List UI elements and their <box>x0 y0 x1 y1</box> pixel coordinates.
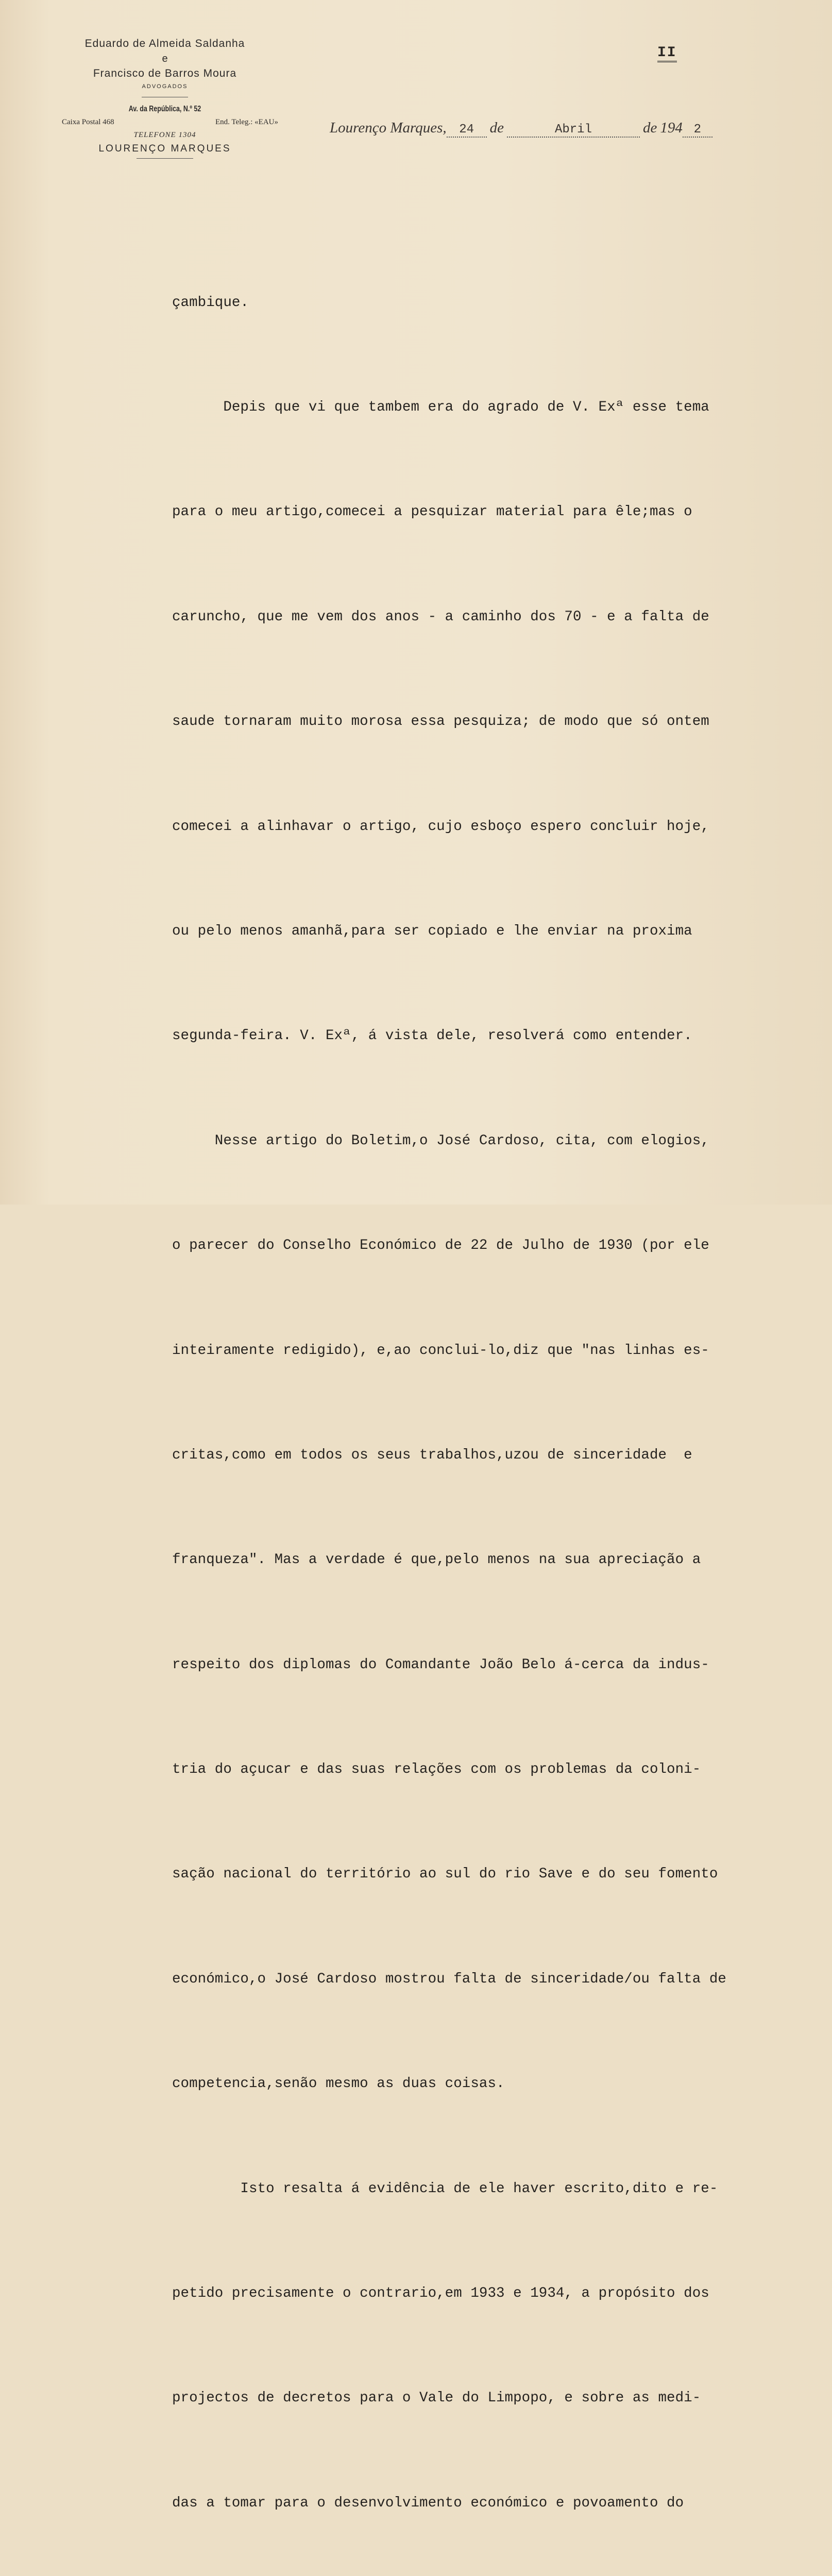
letterhead-telephone: TELEFONE 1304 <box>133 131 196 139</box>
dateline-de-1: de <box>489 120 504 136</box>
letterhead-telegraph: End. Teleg.: «EAU» <box>215 118 278 126</box>
body-line: caruncho, que me vem dos anos - a caminho dos 70 - e a falta de <box>172 608 709 625</box>
letterhead-city: LOURENÇO MARQUES <box>98 143 231 154</box>
body-line: Depis que vi que tambem era do agrado de V. Exª esse tema <box>172 399 709 415</box>
dateline-year-suffix: 2 <box>683 123 712 138</box>
letterhead-address: Av. da República, N.º 52 <box>128 105 201 113</box>
letter-body <box>172 215 826 2576</box>
letterhead-divider-bottom <box>137 158 193 159</box>
page-number: II <box>657 45 677 62</box>
body-line: petido precisamente o contrario,em 1933 e 1934, a propósito dos <box>172 2285 709 2302</box>
body-line: Isto resalta á evidência de ele haver escrito,dito e re- <box>172 2180 718 2197</box>
body-line: critas,como em todos os seus trabalhos,uzou de sinceridade e <box>172 1447 692 1463</box>
letterhead-name-2: Francisco de Barros Moura <box>93 67 237 79</box>
body-line: çambique. <box>172 294 249 311</box>
body-line: económico,o José Cardoso mostrou falta de sinceridade/ou falta de <box>172 1971 726 1987</box>
dateline <box>330 120 768 138</box>
body-line: o parecer do Conselho Económico de 22 de Julho de 1930 (por ele <box>172 1238 709 1254</box>
body-line: tria do açucar e das suas relações com os problemas da coloni- <box>172 1761 701 1778</box>
body-line: franqueza". Mas a verdade é que,pelo menos na sua apreciação a <box>172 1552 701 1568</box>
body-line: projectos de decretos para o Vale do Limpopo, e sobre as medi- <box>172 2390 701 2406</box>
body-line: respeito dos diplomas do Comandante João Belo á-cerca da indus- <box>172 1656 709 1673</box>
letterhead-name-1: Eduardo de Almeida Saldanha <box>84 38 245 49</box>
letterhead <box>52 36 278 159</box>
dateline-month: Abril <box>507 123 640 138</box>
body-line: Nesse artigo do Boletim,o José Cardoso, cita, com elogios, <box>172 1132 709 1149</box>
dateline-day: 24 <box>447 123 487 138</box>
letterhead-contact-row <box>52 116 278 128</box>
body-line: das a tomar para o desenvolvimento económico e povoamento do <box>172 2495 684 2511</box>
letterhead-conjunction: e <box>162 53 168 64</box>
dateline-place: Lourenço Marques, <box>330 120 447 136</box>
body-line: sação nacional do território ao sul do rio Save e do seu fomento <box>172 1866 718 1883</box>
body-line: para o meu artigo,comecei a pesquizar material para êle;mas o <box>172 504 692 520</box>
body-line: inteiramente redigido), e,ao conclui-lo,diz que "nas linhas es- <box>172 1342 709 1359</box>
dateline-de-2: de <box>642 120 657 136</box>
body-line: competencia,senão mesmo as duas coisas. <box>172 2076 505 2092</box>
body-line: comecei a alinhavar o artigo, cujo esboço espero concluir hoje, <box>172 818 709 835</box>
letterhead-po-box: Caixa Postal 468 <box>62 118 114 126</box>
letterhead-profession: ADVOGADOS <box>142 83 188 90</box>
body-line: ou pelo menos amanhã,para ser copiado e lhe enviar na proxima <box>172 923 692 939</box>
body-line: segunda-feira. V. Exª, á vista dele, resolverá como entender. <box>172 1028 692 1044</box>
body-line: saude tornaram muito morosa essa pesquiza; de modo que só ontem <box>172 714 709 730</box>
dateline-year-prefix: 194 <box>660 120 683 136</box>
